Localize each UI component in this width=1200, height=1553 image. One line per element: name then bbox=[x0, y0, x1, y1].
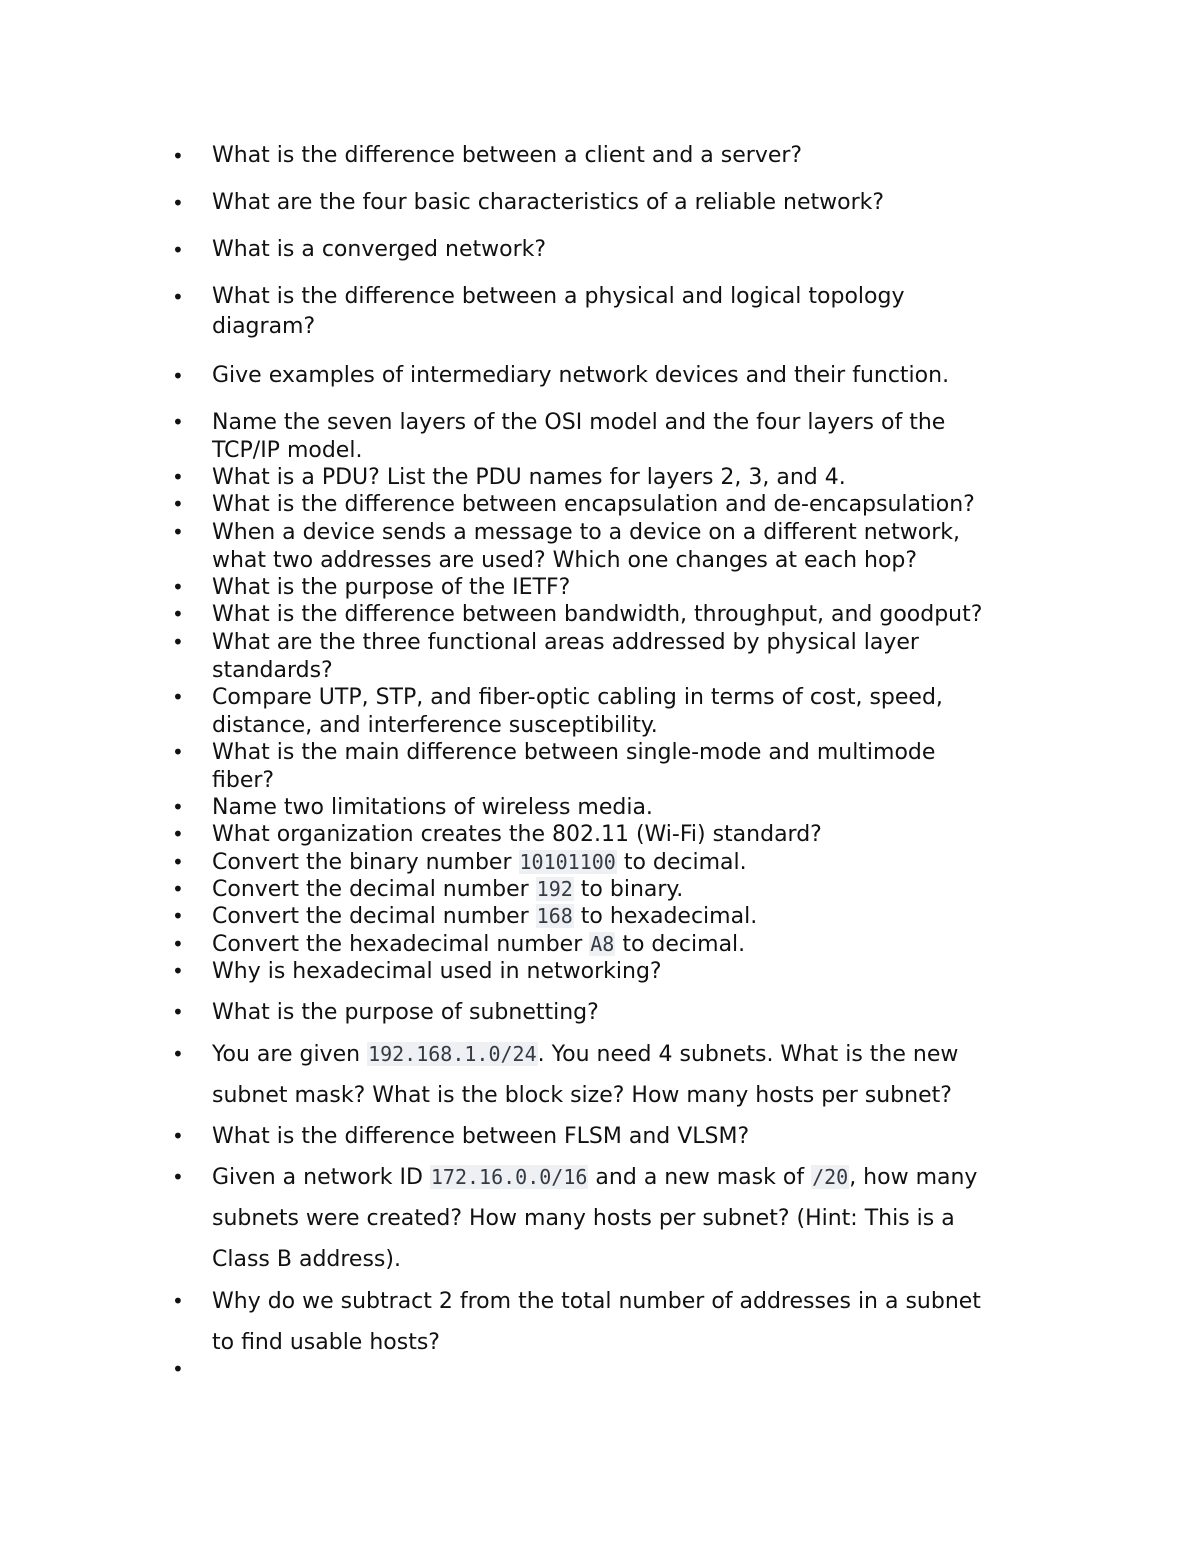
bullet: • bbox=[172, 822, 184, 846]
question-text: Convert the decimal number 192 to binary. bbox=[212, 877, 684, 902]
bullet: • bbox=[172, 465, 184, 489]
question-text: Convert the hexadecimal number A8 to decimal. bbox=[212, 932, 746, 957]
bullet: • bbox=[172, 850, 184, 874]
bullet: • bbox=[172, 1357, 184, 1381]
question-text: You are given 192.168.1.0/24. You need 4 subnets. What is the new subnet mask? What is the block size? How many hosts per subnet? bbox=[212, 1042, 959, 1108]
bullet: • bbox=[172, 1289, 184, 1313]
inline-code: 172.16.0.0/16 bbox=[430, 1165, 588, 1189]
question-text: What organization creates the 802.11 (Wi-Fi) standard? bbox=[212, 822, 822, 847]
bullet: • bbox=[172, 877, 184, 901]
question-text: What are the four basic characteristics of a reliable network? bbox=[212, 190, 885, 215]
question-text: Convert the decimal number 168 to hexadecimal. bbox=[212, 904, 758, 929]
question-text: What is the main difference between single-mode and multimode fiber? bbox=[212, 740, 936, 793]
bullet: • bbox=[172, 685, 184, 709]
inline-code: A8 bbox=[590, 932, 615, 956]
bullet: • bbox=[172, 630, 184, 654]
question-text: What is the difference between bandwidth, throughput, and goodput? bbox=[212, 602, 983, 627]
inline-code: 168 bbox=[536, 904, 573, 928]
bullet: • bbox=[172, 1124, 184, 1148]
question-text: What is the purpose of the IETF? bbox=[212, 575, 571, 600]
inline-code: 10101100 bbox=[519, 850, 616, 874]
bullet: • bbox=[172, 1000, 184, 1024]
bullet: • bbox=[172, 904, 184, 928]
question-text: What is the purpose of subnetting? bbox=[212, 1000, 599, 1025]
question-text: Why is hexadecimal used in networking? bbox=[212, 959, 662, 984]
question-text: What is a PDU? List the PDU names for layers 2, 3, and 4. bbox=[212, 465, 846, 490]
question-text: When a device sends a message to a device on a different network, what two addresses are used? Which one changes at each hop? bbox=[212, 520, 961, 573]
bullet: • bbox=[172, 364, 184, 388]
question-text: Convert the binary number 10101100 to decimal. bbox=[212, 850, 747, 875]
inline-code: 192 bbox=[536, 877, 573, 901]
question-text: What is the difference between FLSM and VLSM? bbox=[212, 1124, 750, 1149]
bullet: • bbox=[172, 191, 184, 215]
bullet: • bbox=[172, 410, 184, 434]
inline-code: 192.168.1.0/24 bbox=[368, 1042, 537, 1066]
question-text: Why do we subtract 2 from the total number of addresses in a subnet to find usable hosts? bbox=[212, 1289, 981, 1355]
question-text: Compare UTP, STP, and fiber-optic cabling in terms of cost, speed, distance, and interference susceptibility. bbox=[212, 685, 943, 738]
bullet: • bbox=[172, 1165, 184, 1189]
bullet: • bbox=[172, 144, 184, 168]
bullet: • bbox=[172, 575, 184, 599]
bullet: • bbox=[172, 795, 184, 819]
question-text: Given a network ID 172.16.0.0/16 and a new mask of /20, how many subnets were created? How many hosts per subnet? (Hint: This is a Class B address). bbox=[212, 1165, 978, 1272]
question-text: What is a converged network? bbox=[212, 237, 547, 262]
question-text: Name two limitations of wireless media. bbox=[212, 795, 653, 820]
question-text: What is the difference between a physical and logical topology diagram? bbox=[212, 284, 905, 339]
inline-code: /20 bbox=[812, 1165, 849, 1189]
bullet: • bbox=[172, 932, 184, 956]
bullet: • bbox=[172, 492, 184, 516]
bullet: • bbox=[172, 520, 184, 544]
bullet: • bbox=[172, 740, 184, 764]
bullet: • bbox=[172, 1042, 184, 1066]
question-text: What is the difference between encapsulation and de-encapsulation? bbox=[212, 492, 975, 517]
bullet: • bbox=[172, 285, 184, 309]
bullet: • bbox=[172, 959, 184, 983]
question-text: What is the difference between a client and a server? bbox=[212, 143, 803, 168]
bullet: • bbox=[172, 238, 184, 262]
bullet: • bbox=[172, 602, 184, 626]
question-text: Give examples of intermediary network devices and their function. bbox=[212, 363, 950, 388]
question-text: What are the three functional areas addressed by physical layer standards? bbox=[212, 630, 919, 683]
question-text: Name the seven layers of the OSI model and the four layers of the TCP/IP model. bbox=[212, 410, 946, 463]
